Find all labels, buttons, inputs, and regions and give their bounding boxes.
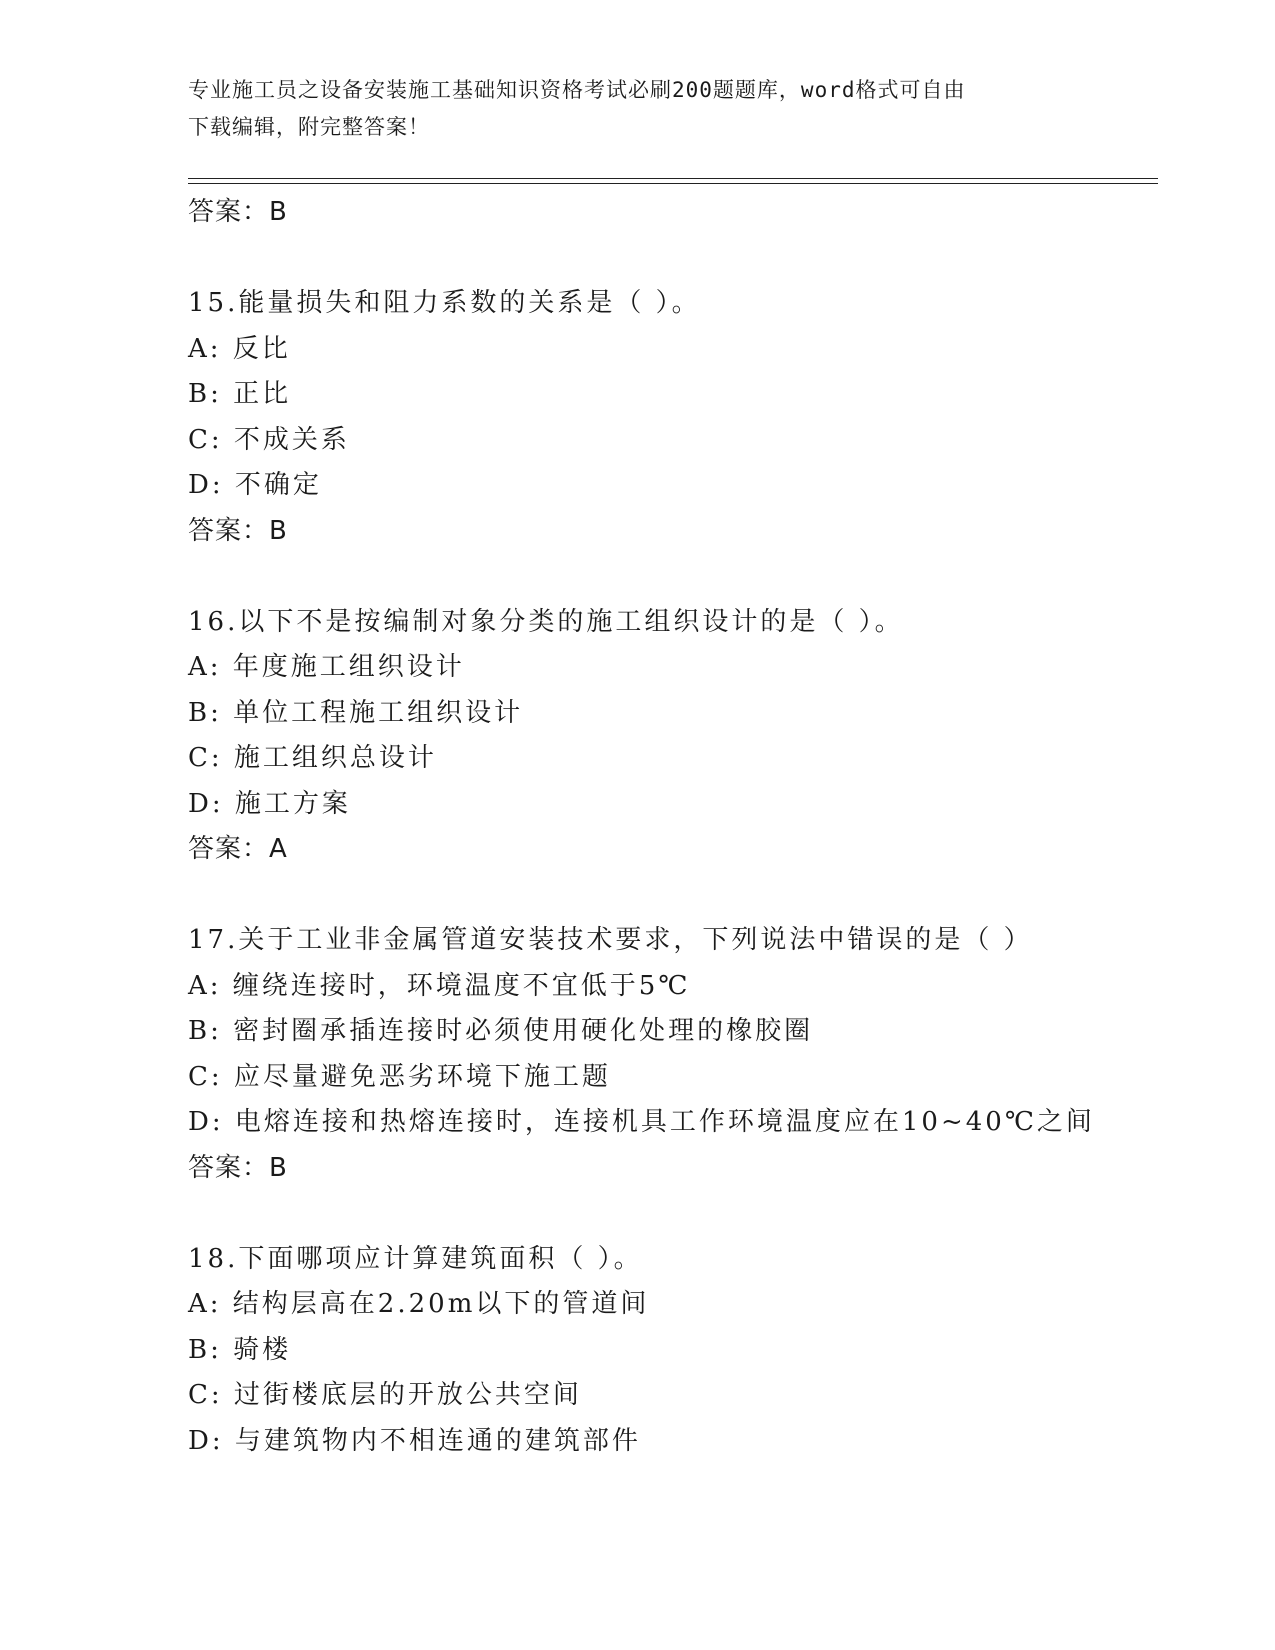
answer-line: 答案：B [188, 197, 288, 227]
question-17 [188, 918, 1148, 1191]
question-stem: 15.能量损失和阻力系数的关系是（ ）。 [188, 288, 701, 318]
option-b: B: 正比 [188, 379, 292, 409]
answer-line: 答案：A [188, 834, 288, 864]
option-c: C: 应尽量避免恶劣环境下施工题 [188, 1061, 611, 1092]
option-a: A: 反比 [188, 333, 291, 364]
question-stem: 18.下面哪项应计算建筑面积（ ）。 [188, 1243, 643, 1274]
option-b: B: 单位工程施工组织设计 [188, 697, 524, 728]
question-15 [188, 281, 1148, 554]
option-c: C: 过街楼底层的开放公共空间 [188, 1380, 582, 1410]
spacer [188, 554, 1148, 600]
answer-line: 答案：B [188, 1152, 288, 1183]
question-stem: 17.关于工业非金属管道安装技术要求，下列说法中错误的是（ ） [188, 925, 1033, 955]
option-d: D: 电熔连接和热熔连接时，连接机具工作环境温度应在10~40℃之间 [188, 1107, 1095, 1137]
question-list [188, 190, 1148, 1464]
option-a: A: 缠绕连接时，环境温度不宜低于5℃ [188, 970, 691, 1001]
option-a: A: 年度施工组织设计 [188, 652, 465, 682]
question-stem: 16.以下不是按编制对象分类的施工组织设计的是（ ）。 [188, 606, 904, 637]
document-header [188, 72, 1068, 146]
spacer [188, 1191, 1148, 1237]
header-divider-bottom [188, 183, 1158, 184]
option-d: D: 与建筑物内不相连通的建筑部件 [188, 1425, 641, 1456]
option-c: C: 不成关系 [188, 424, 350, 455]
question-18 [188, 1237, 1148, 1465]
option-d: D: 施工方案 [188, 788, 351, 819]
option-b: B: 密封圈承插连接时必须使用硬化处理的橡胶圈 [188, 1016, 814, 1046]
header-divider-top [188, 178, 1158, 179]
header-line-2: 下载编辑，附完整答案！ [188, 115, 430, 139]
header-line-1: 专业施工员之设备安装施工基础知识资格考试必刷200题题库，word格式可自由 [188, 78, 966, 102]
option-a: A: 结构层高在2.20m以下的管道间 [188, 1289, 650, 1319]
option-c: C: 施工组织总设计 [188, 743, 437, 773]
answer-line: 答案：B [188, 515, 288, 546]
option-d: D: 不确定 [188, 470, 322, 500]
spacer [188, 236, 1148, 282]
option-b: B: 骑楼 [188, 1334, 292, 1365]
spacer [188, 873, 1148, 919]
question-16 [188, 600, 1148, 873]
